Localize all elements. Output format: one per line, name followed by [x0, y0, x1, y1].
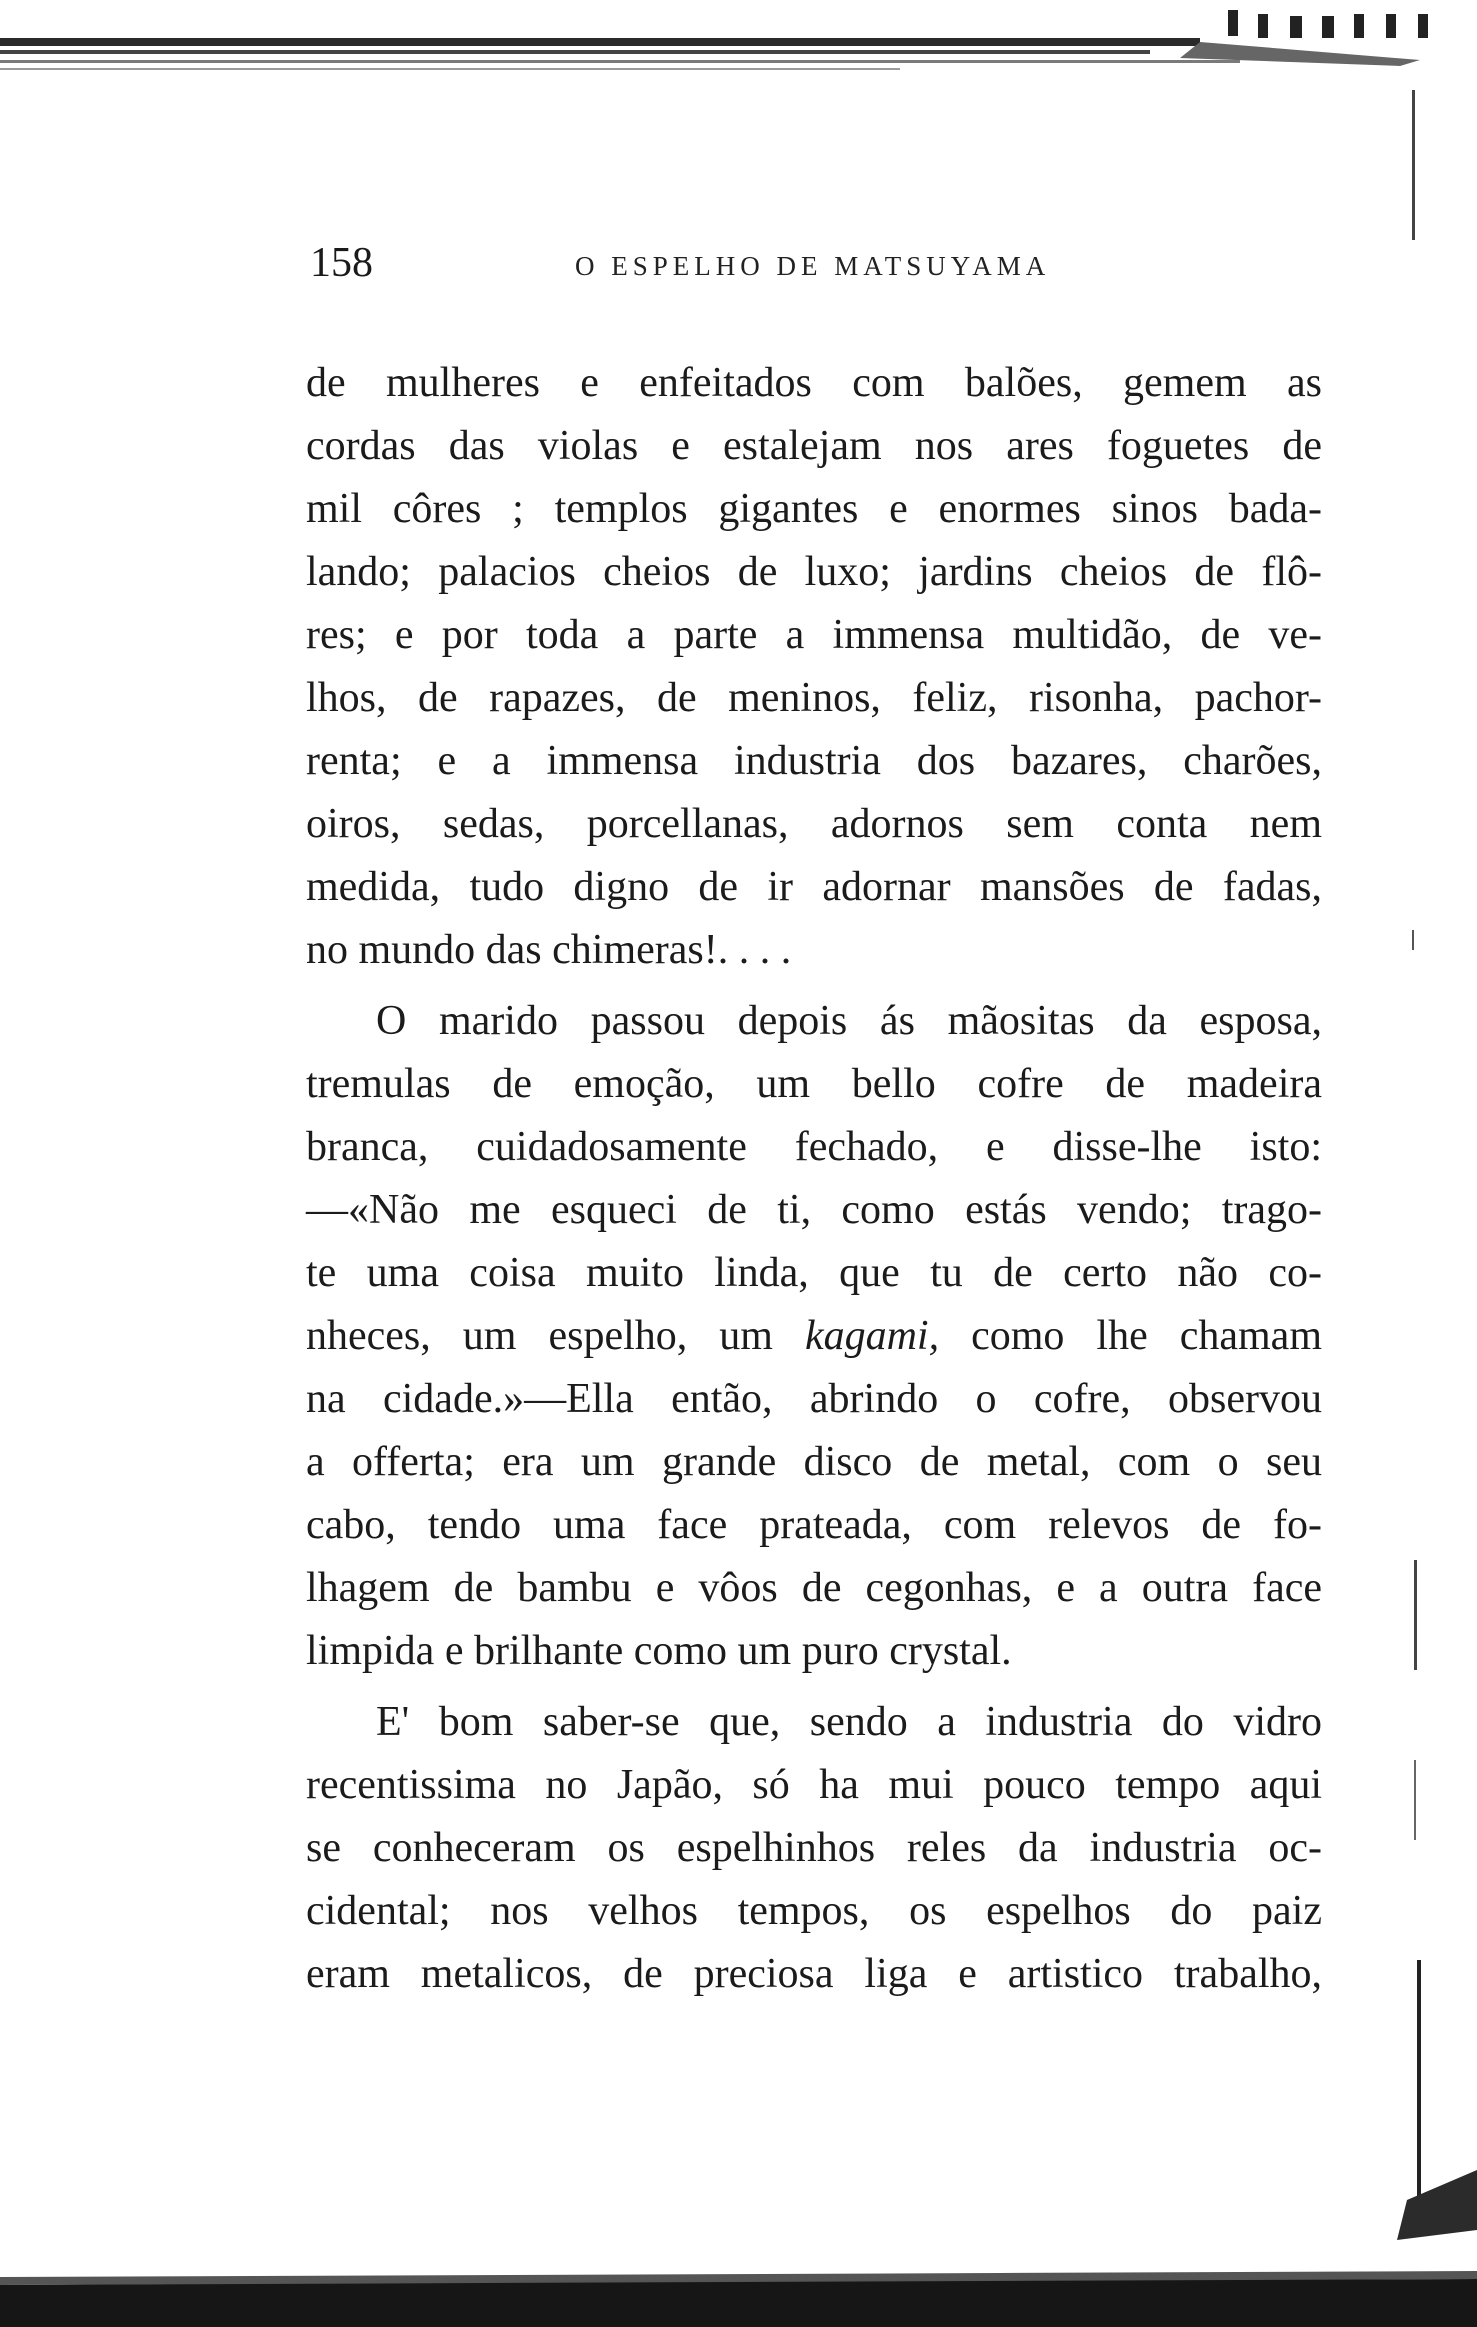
text-line: lhos, de rapazes, de meninos, feliz, risonha, pachor- [306, 675, 1322, 721]
text-line: eram metalicos, de preciosa liga e artistico trabalho, [306, 1951, 1322, 1997]
text-line: a offerta; era um grande disco de metal, com o seu [306, 1439, 1322, 1485]
running-head [310, 238, 1070, 288]
text-line: tremulas de emoção, um bello cofre de madeira [306, 1061, 1322, 1107]
scan-right-edge [1357, 0, 1477, 2327]
text-segment: como lhe chamam [939, 1313, 1322, 1359]
text-line: cabo, tendo uma face prateada, com relevos de fo- [306, 1502, 1322, 1548]
text-line [306, 1305, 1322, 1368]
text-line: lhagem de bambu e vôos de cegonhas, e a outra face [306, 1565, 1322, 1611]
running-title: O ESPELHO DE MATSUYAMA [575, 251, 1051, 281]
text-line: medida, tudo digno de ir adornar mansões de fadas, [306, 864, 1322, 910]
text-line: no mundo das chimeras!. . . . [306, 927, 792, 973]
text-line: branca, cuidadosamente fechado, e disse-lhe isto: [306, 1124, 1322, 1170]
italic-word-kagami: kagami, [804, 1313, 940, 1359]
text-line: E' bom saber-se que, sendo a industria do vidro [376, 1699, 1322, 1745]
page-number: 158 [310, 240, 373, 286]
text-line: na cidade.»—Ella então, abrindo o cofre, observou [306, 1376, 1322, 1422]
text-line: mil côres ; templos gigantes e enormes sinos bada- [306, 486, 1322, 532]
scan-bottom-edge [0, 2227, 1477, 2327]
text-line: O marido passou depois ás mãositas da esposa, [376, 998, 1322, 1044]
text-line: renta; e a immensa industria dos bazares, charões, [306, 738, 1322, 784]
text-line: oiros, sedas, porcellanas, adornos sem conta nem [306, 801, 1322, 847]
text-line: limpida e brilhante como um puro crystal. [306, 1628, 1012, 1674]
text-line: recentissima no Japão, só ha mui pouco tempo aqui [306, 1762, 1322, 1808]
text-line: se conheceram os espelhinhos reles da industria oc- [306, 1825, 1322, 1871]
text-line: res; e por toda a parte a immensa multidão, de ve- [306, 612, 1322, 658]
text-line: de mulheres e enfeitados com balões, gemem as [306, 360, 1322, 406]
text-line: te uma coisa muito linda, que tu de certo não co- [306, 1250, 1322, 1296]
scan-top-edge [0, 0, 1477, 90]
text-line: lando; palacios cheios de luxo; jardins cheios de flô- [306, 549, 1322, 595]
text-segment: nheces, um espelho, um [306, 1313, 805, 1359]
text-line: —«Não me esqueci de ti, como estás vendo; trago- [306, 1187, 1322, 1233]
body-text [306, 352, 1322, 2006]
text-line: cordas das violas e estalejam nos ares foguetes de [306, 423, 1322, 469]
text-line: cidental; nos velhos tempos, os espelhos do paiz [306, 1888, 1322, 1934]
